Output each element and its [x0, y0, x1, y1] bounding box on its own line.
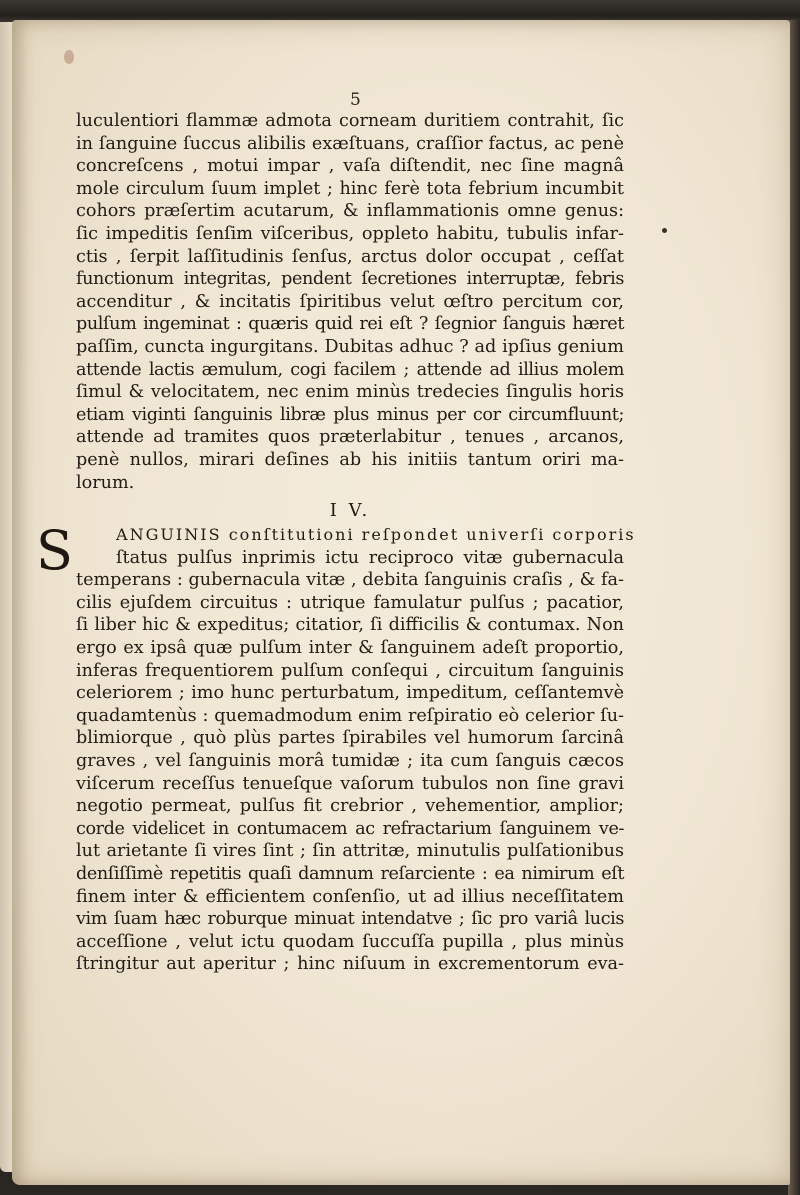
text-line: accenditur , & incitatis ſpiritibus velut œſtro percitum cor, — [76, 291, 624, 312]
text-line: viſcerum receſſus tenueſque vaſorum tubulos non ſine gravi — [76, 773, 624, 794]
text-line: lorum. — [76, 472, 135, 493]
ink-spot — [662, 228, 667, 233]
text-line: ANGUINIS conſtitutioni reſpondet univerſi corporis — [116, 525, 636, 545]
text-line: concreſcens , motui impar , vaſa diſtendit, nec ſine magnâ — [76, 156, 624, 177]
text-line: ſi liber hic & expeditus; citatior, ſi difficilis & contumax. Non — [76, 615, 624, 636]
text-line: paſſim, cuncta ingurgitans. Dubitas adhuc ? ad ipſius genium — [76, 336, 624, 357]
text-line: ſic impeditis ſenſim viſceribus, oppleto habitu, tubulis infar- — [76, 223, 624, 244]
text-line: ergo ex ipsâ quæ pulſum inter & ſanguinem adeſt proportio, — [76, 638, 624, 659]
text-line: pulſum ingeminat : quæris quid rei eſt ? ſegnior ſanguis hæret — [76, 314, 624, 335]
text-line: corde videlicet in contumacem ac refractarium ſanguinem ve- — [76, 818, 624, 839]
text-line: ſimul & velocitatem, nec enim minùs tredecies ſingulis horis — [76, 382, 624, 403]
text-line: finem inter & efficientem conſenſio, ut ad illius neceſſitatem — [76, 886, 624, 907]
text-line: ſtringitur aut aperitur ; hinc niſuum in excrementorum eva- — [76, 954, 624, 975]
text-line: ſtatus pulſus inprimis ictu reciproco vitæ gubernacula — [116, 547, 624, 568]
text-line: negotio permeat, pulſus fit crebrior , vehementior, amplior; — [76, 796, 624, 817]
text-line: functionum integritas, pendent ſecretiones interruptæ, febris — [76, 269, 624, 290]
paragraph-1 — [76, 110, 624, 494]
text-line: quadamtenùs : quemadmodum enim reſpiratio eò celerior ſu- — [76, 705, 624, 726]
paper-stain — [64, 50, 74, 64]
section-heading: I V. — [329, 500, 371, 522]
paragraph-2 — [36, 519, 636, 976]
text-line: attende lactis æmulum, cogi facilem ; attende ad illius molem — [76, 359, 624, 380]
text-line: mole circulum ſuum implet ; hinc ferè tota febrium incumbit — [76, 178, 624, 199]
text-line: ctis , ſerpit laſſitudinis ſenſus, arctus dolor occupat , ceſſat — [76, 246, 624, 267]
text-line: penè nullos, mirari deſines ab his initiis tantum oriri ma- — [76, 449, 624, 470]
text-line: temperans : gubernacula vitæ , debita ſanguinis craſis , & fa- — [76, 570, 624, 591]
text-line: inferas frequentiorem pulſum conſequi , circuitum ſanguinis — [76, 660, 624, 681]
text-line: luculentiori flammæ admota corneam duritiem contrahit, ſic — [76, 111, 624, 131]
text-line: attende ad tramites quos præterlabitur , tenues , arcanos, — [76, 427, 624, 448]
text-line: denſiſſimè repetitis quaſi damnum reſarciente : ea nimirum eſt — [76, 864, 624, 884]
text-line: lut arietante ſi vires ſint ; ſin attritæ, minutulis pulſationibus — [76, 841, 624, 862]
text-block — [36, 110, 636, 976]
drop-cap-letter: S — [36, 519, 73, 583]
text-line: blimiorque , quò plùs partes ſpirabiles vel humorum ſarcinâ — [76, 728, 624, 749]
text-line: graves , vel ſanguinis morâ tumidæ ; ita cum ſanguis cæcos — [76, 751, 624, 772]
page-number: 5 — [350, 90, 361, 110]
text-line: in ſanguine ſuccus alibilis exæſtuans, craſſior factus, ac penè — [76, 133, 624, 154]
text-line: acceſſione , velut ictu quodam ſuccuſſa pupilla , plus minùs — [76, 931, 624, 952]
text-line: vim ſuam hæc roburque minuat intendatve ; ſic pro variâ lucis — [76, 909, 624, 930]
text-line: celeriorem ; imo hunc perturbatum, impeditum, ceſſantemvè — [76, 683, 624, 704]
text-line: etiam viginti ſanguinis libræ plus minus per cor circumfluunt; — [76, 404, 624, 425]
book-page — [12, 20, 790, 1185]
text-line: cilis ejuſdem circuitus : utrique famulatur pulſus ; pacatior, — [76, 592, 624, 613]
text-line: cohors præſertim acutarum, & inflammationis omne genus: — [76, 201, 624, 222]
